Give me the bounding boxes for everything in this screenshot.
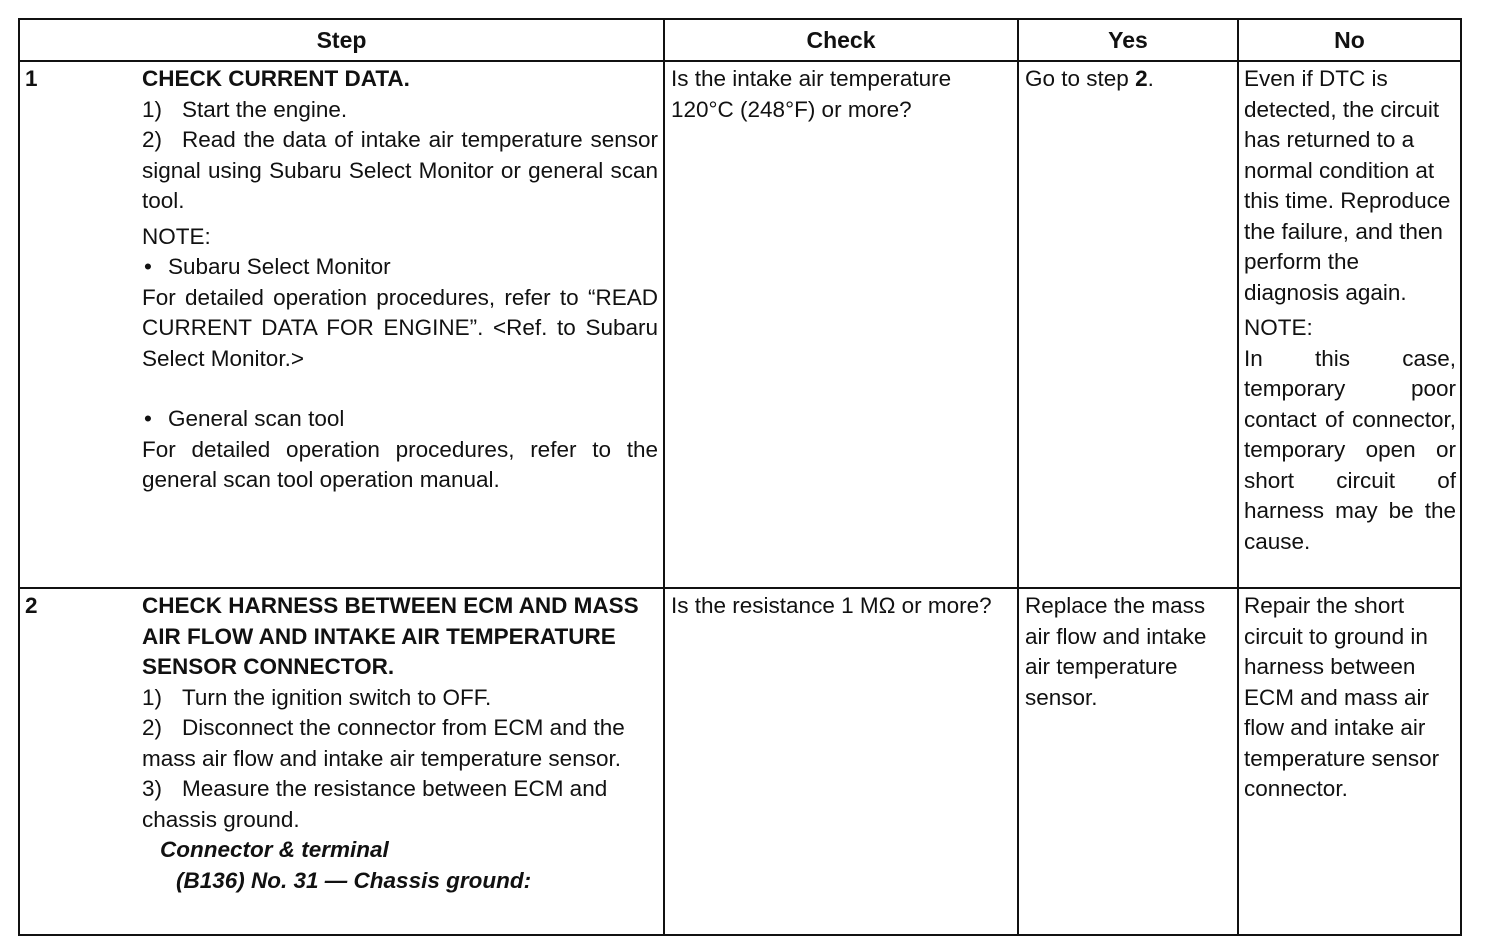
header-step: Step [19,19,664,61]
note-bullet: • Subaru Select Monitor [142,252,658,283]
check-text: Is the intake air temperature 120°C (248°F) or more? [671,66,952,122]
no-note-text: In this case, temporary poor contact of connector, temporary open or short circuit of harness may be the cause. [1244,345,1456,554]
yes-text: Go to step 2. [1025,66,1154,91]
no-cell [1238,61,1461,588]
step-number: 1 [25,66,38,91]
terminal-heading: Connector & terminal [160,837,389,862]
no-text: Even if DTC is detected, the circuit has returned to a normal condition at this time. Reproduce the failure, and then perform the diagnosis again. [1244,66,1451,305]
table-row [19,61,1461,588]
note-label: NOTE: [142,223,211,249]
yes-text: Replace the mass air flow and intake air temperature sensor. [1025,593,1207,710]
yes-cell [1018,61,1238,588]
step-title: CHECK CURRENT DATA. [142,66,410,91]
step-cell [19,61,664,588]
step-item: 1) Turn the ignition switch to OFF. [142,684,492,710]
no-note-label: NOTE: [1244,315,1313,340]
note-text: For detailed operation procedures, refer to the general scan tool operation manual. [142,436,658,492]
step-cell [19,588,664,935]
header-no: No [1238,19,1461,61]
diagnostic-table [18,18,1462,936]
note-bullet: • General scan tool [142,404,658,435]
step-item: 2) Disconnect the connector from ECM and the mass air flow and intake air temperature sensor. [142,715,625,771]
step-number: 2 [25,593,38,618]
yes-cell [1018,588,1238,935]
check-text: Is the resistance 1 MΩ or more? [671,593,992,618]
check-cell [664,588,1018,935]
step-title: CHECK HARNESS BETWEEN ECM AND MASS AIR FLOW AND INTAKE AIR TEMPERATURE SENSOR CONNECTOR. [142,593,639,679]
no-cell [1238,588,1461,935]
note-text: For detailed operation procedures, refer to “READ CURRENT DATA FOR ENGINE”. <Ref. to Subaru Select Monitor.> [142,284,658,371]
terminal-spec: (B136) No. 31 — Chassis ground: [176,867,532,893]
check-cell [664,61,1018,588]
step-item: 3) Measure the resistance between ECM and chassis ground. [142,776,608,832]
step-item: 2) Read the data of intake air temperature sensor signal using Subaru Select Monitor or general scan tool. [142,127,658,213]
no-text: Repair the short circuit to ground in harness between ECM and mass air flow and intake air temperature sensor connector. [1244,593,1440,801]
table-header-row [19,19,1461,61]
step-item: 1) Start the engine. [142,96,348,122]
header-yes: Yes [1018,19,1238,61]
header-check: Check [664,19,1018,61]
table-row [19,588,1461,935]
